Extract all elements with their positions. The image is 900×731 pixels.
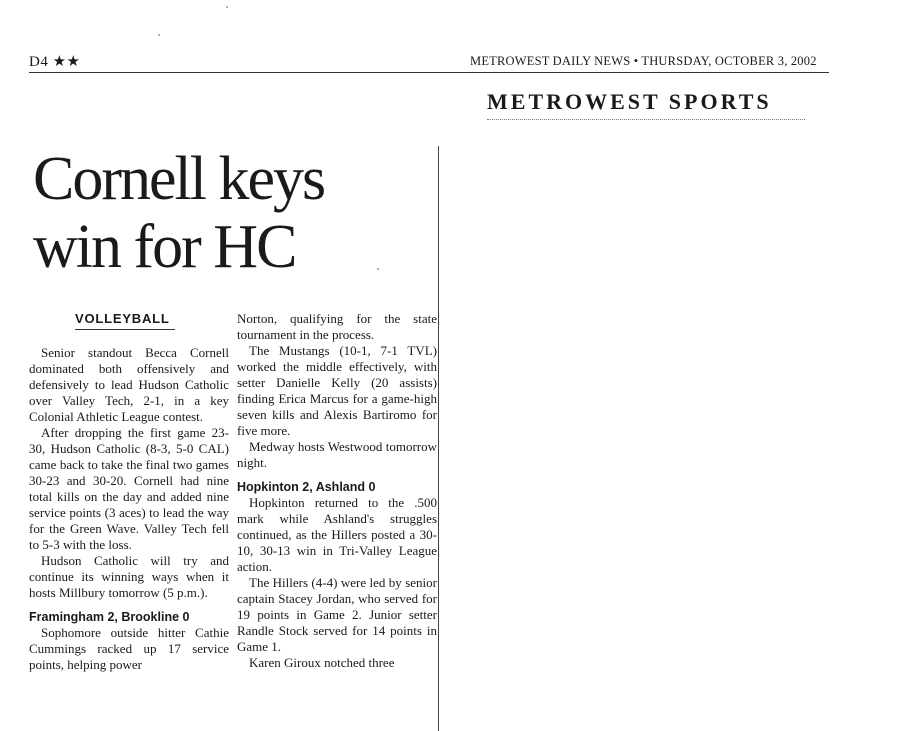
- kicker-label: VOLLEYBALL: [75, 311, 170, 326]
- paragraph: After dropping the first game 23-30, Hudson Catholic (8-3, 5-0 CAL) came back to take the final two games 30-23 and 30-20. Cornell had nine total kills on the day and added nine service points (3 aces) to lead the way for the Green Wave. Valley Tech fell to 5-3 with the loss.: [29, 425, 229, 552]
- column-divider: [438, 146, 439, 731]
- paragraph: Sophomore outside hitter Cathie Cummings racked up 17 service points, helping power: [29, 625, 229, 672]
- paragraph: Hopkinton returned to the .500 mark while Ashland's struggles continued, as the Hillers posted a 30-10, 30-13 win in Tri-Valley League action.: [237, 495, 437, 574]
- scan-speck: [158, 34, 160, 36]
- paragraph: The Hillers (4-4) were led by senior captain Stacey Jordan, who served for 19 points in Game 2. Junior setter Randle Stock served for 14 points in Game 1.: [237, 575, 437, 654]
- paragraph: Medway hosts Westwood tomorrow night.: [237, 439, 437, 470]
- game-subhead: Hopkinton 2, Ashland 0: [237, 480, 376, 494]
- article-column-1: [29, 345, 229, 673]
- section-dotted-rule: [487, 119, 805, 120]
- paragraph: The Mustangs (10-1, 7-1 TVL) worked the middle effectively, with setter Danielle Kelly (20 assists) finding Erica Marcus for a game-high seven kills and Alexis Bartiromo for five more.: [237, 343, 437, 438]
- kicker-underline: [75, 329, 175, 330]
- game-subhead: Framingham 2, Brookline 0: [29, 610, 190, 624]
- section-title: METROWEST SPORTS: [487, 89, 772, 114]
- header-rule: [29, 72, 829, 73]
- scan-speck: [226, 6, 228, 8]
- page-number: D4 ★★: [29, 54, 81, 70]
- headline-line-2: win for HC: [33, 213, 296, 281]
- masthead-dateline: METROWEST DAILY NEWS • THURSDAY, OCTOBER 3, 2002: [470, 54, 817, 68]
- headline-line-1: Cornell keys: [33, 145, 325, 213]
- article-column-2: [237, 311, 437, 671]
- paragraph: Senior standout Becca Cornell dominated both offensively and defensively to lead Hudson Catholic over Valley Tech, 2-1, in a key Colonial Athletic League contest.: [29, 345, 229, 424]
- paragraph: Hudson Catholic will try and continue its winning ways when it hosts Millbury tomorrow (5 p.m.).: [29, 553, 229, 600]
- paragraph: Karen Giroux notched three: [249, 655, 395, 670]
- headline: [33, 145, 433, 281]
- paragraph: Norton, qualifying for the state tournament in the process.: [237, 311, 437, 342]
- scan-speck: [377, 268, 379, 270]
